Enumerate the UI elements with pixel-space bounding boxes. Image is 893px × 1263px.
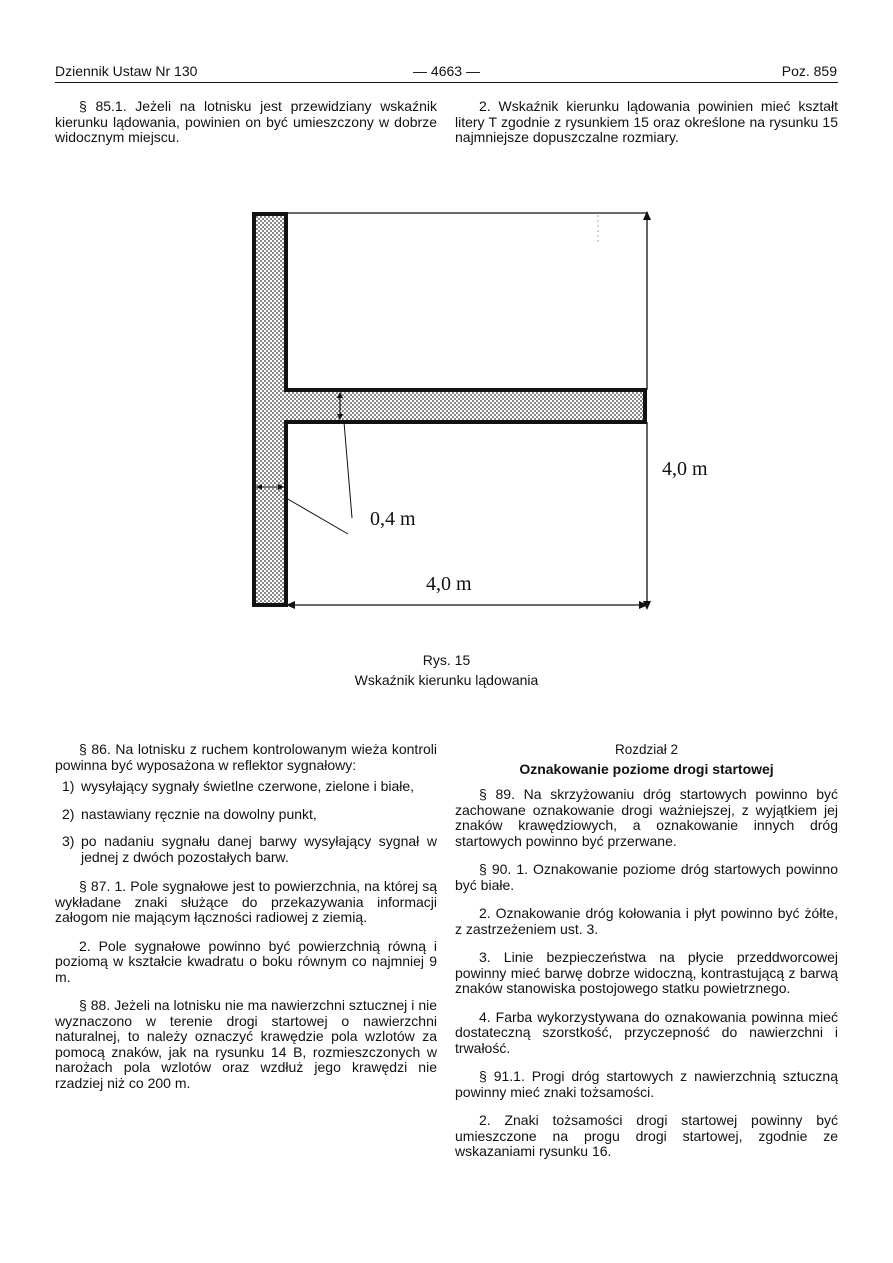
list-item-number: 2) <box>62 805 75 822</box>
bottom-right-column <box>455 742 838 1173</box>
header-rule <box>55 82 838 83</box>
t-shape <box>254 214 645 605</box>
top-right-column <box>455 99 838 159</box>
list-item-text: po nadaniu sygnału danej barwy wysyłający sygnał w jednej z dwóch pozostałych barw. <box>81 833 437 865</box>
list-item-text: wysyłający sygnały świetlne czerwone, zielone i białe, <box>81 778 415 794</box>
leader-line-bar <box>344 422 352 518</box>
journal-title: Dziennik Ustaw Nr 130 <box>55 63 198 79</box>
list-item <box>55 834 437 865</box>
list-item-number: 3) <box>62 833 75 849</box>
paragraph-90-3: 3. Linie bezpieczeństwa na płycie przeddworcowej powinny mieć barwę dobrze widoczną, kontrastującą z barwą znaków stanowiska postojowego statku powietrznego. <box>455 949 838 996</box>
chapter-label: Rozdział 2 <box>614 742 679 757</box>
paragraph-90-2: 2. Oznakowanie dróg kołowania i płyt powinno być żółte, z zastrzeżeniem ust. 3. <box>455 905 838 937</box>
paragraph-85-1: § 85.1. Jeżeli na lotnisku jest przewidziany wskaźnik kierunku lądowania, powinien on być umieszczony w dobrze widocznym miejscu. <box>55 98 437 145</box>
figure-number: Rys. 15 <box>422 652 471 668</box>
figure-caption <box>0 650 893 690</box>
position-number: Poz. 859 <box>781 63 837 79</box>
width-label: 4,0 m <box>426 573 472 595</box>
paragraph-87-1: § 87. 1. Pole sygnałowe jest to powierzchnia, na której są wykładane znaki służące do przekazywania informacji załogom nie mającym łączności radiowej z ziemią. <box>55 878 437 925</box>
bottom-left-column <box>55 742 437 1104</box>
paragraph-90-4: 4. Farba wykorzystywana do oznakowania powinna mieć dostateczną szorstkość, przyczepność do nawierzchni i trwałość. <box>455 1008 838 1056</box>
paragraph-88: § 88. Jeżeli na lotnisku nie ma nawierzchni sztucznej i nie wyznaczono w terenie drogi startowej o nawierzchni naturalnej, to należy oznaczyć krawędzie pola wzlotów za pomocą znaków, jak na rysunku 14 B, rozmieszczonych w narożach pola wzlotów oraz wzdłuż jego krawędzi nie rzadziej niż co 200 m. <box>55 997 437 1091</box>
paragraph-91-1: § 91.1. Progi dróg startowych z nawierzchnią sztuczną powinny mieć znaki tożsamości. <box>455 1068 838 1100</box>
height-label: 4,0 m <box>662 458 708 480</box>
chapter-title: Oznakowanie poziome drogi startowej <box>519 760 774 777</box>
top-left-column <box>55 99 437 159</box>
paragraph-85-2: 2. Wskaźnik kierunku lądowania powinien mieć kształt litery T zgodnie z rysunkiem 15 oraz określone na rysunku 15 najmniejsze dopuszczalne rozmiary. <box>455 98 838 145</box>
figure-title: Wskaźnik kierunku lądowania <box>354 672 539 688</box>
landing-direction-indicator-diagram <box>240 200 740 620</box>
paragraph-91-2: 2. Znaki tożsamości drogi startowej powinny być umieszczone na progu drogi startowej, zgodnie ze wskazaniami rysunku 16. <box>455 1112 838 1159</box>
list-item <box>55 779 437 795</box>
thickness-label: 0,4 m <box>370 508 416 530</box>
paragraph-87-2: 2. Pole sygnałowe powinno być powierzchnią równą i poziomą w kształcie kwadratu o boku równym co najmniej 9 m. <box>55 937 437 985</box>
list-item <box>55 807 437 823</box>
list-item-text: nastawiany ręcznie na dowolny punkt, <box>81 805 317 822</box>
paragraph-90-1: § 90. 1. Oznakowanie poziome dróg startowych powinno być białe. <box>455 861 838 893</box>
page-number: — 4663 — <box>413 63 480 79</box>
list-item-number: 1) <box>62 778 75 794</box>
paragraph-86: § 86. Na lotnisku z ruchem kontrolowanym wieża kontroli powinna być wyposażona w reflektor sygnałowy: <box>55 741 437 773</box>
paragraph-89: § 89. Na skrzyżowaniu dróg startowych powinno być zachowane oznakowanie drogi ważniejszej, z wyjątkiem jej znaków krawędziowych, a oznakowanie innych dróg startowych powinno być przerwane. <box>455 786 838 849</box>
leader-line-stem <box>286 498 348 534</box>
